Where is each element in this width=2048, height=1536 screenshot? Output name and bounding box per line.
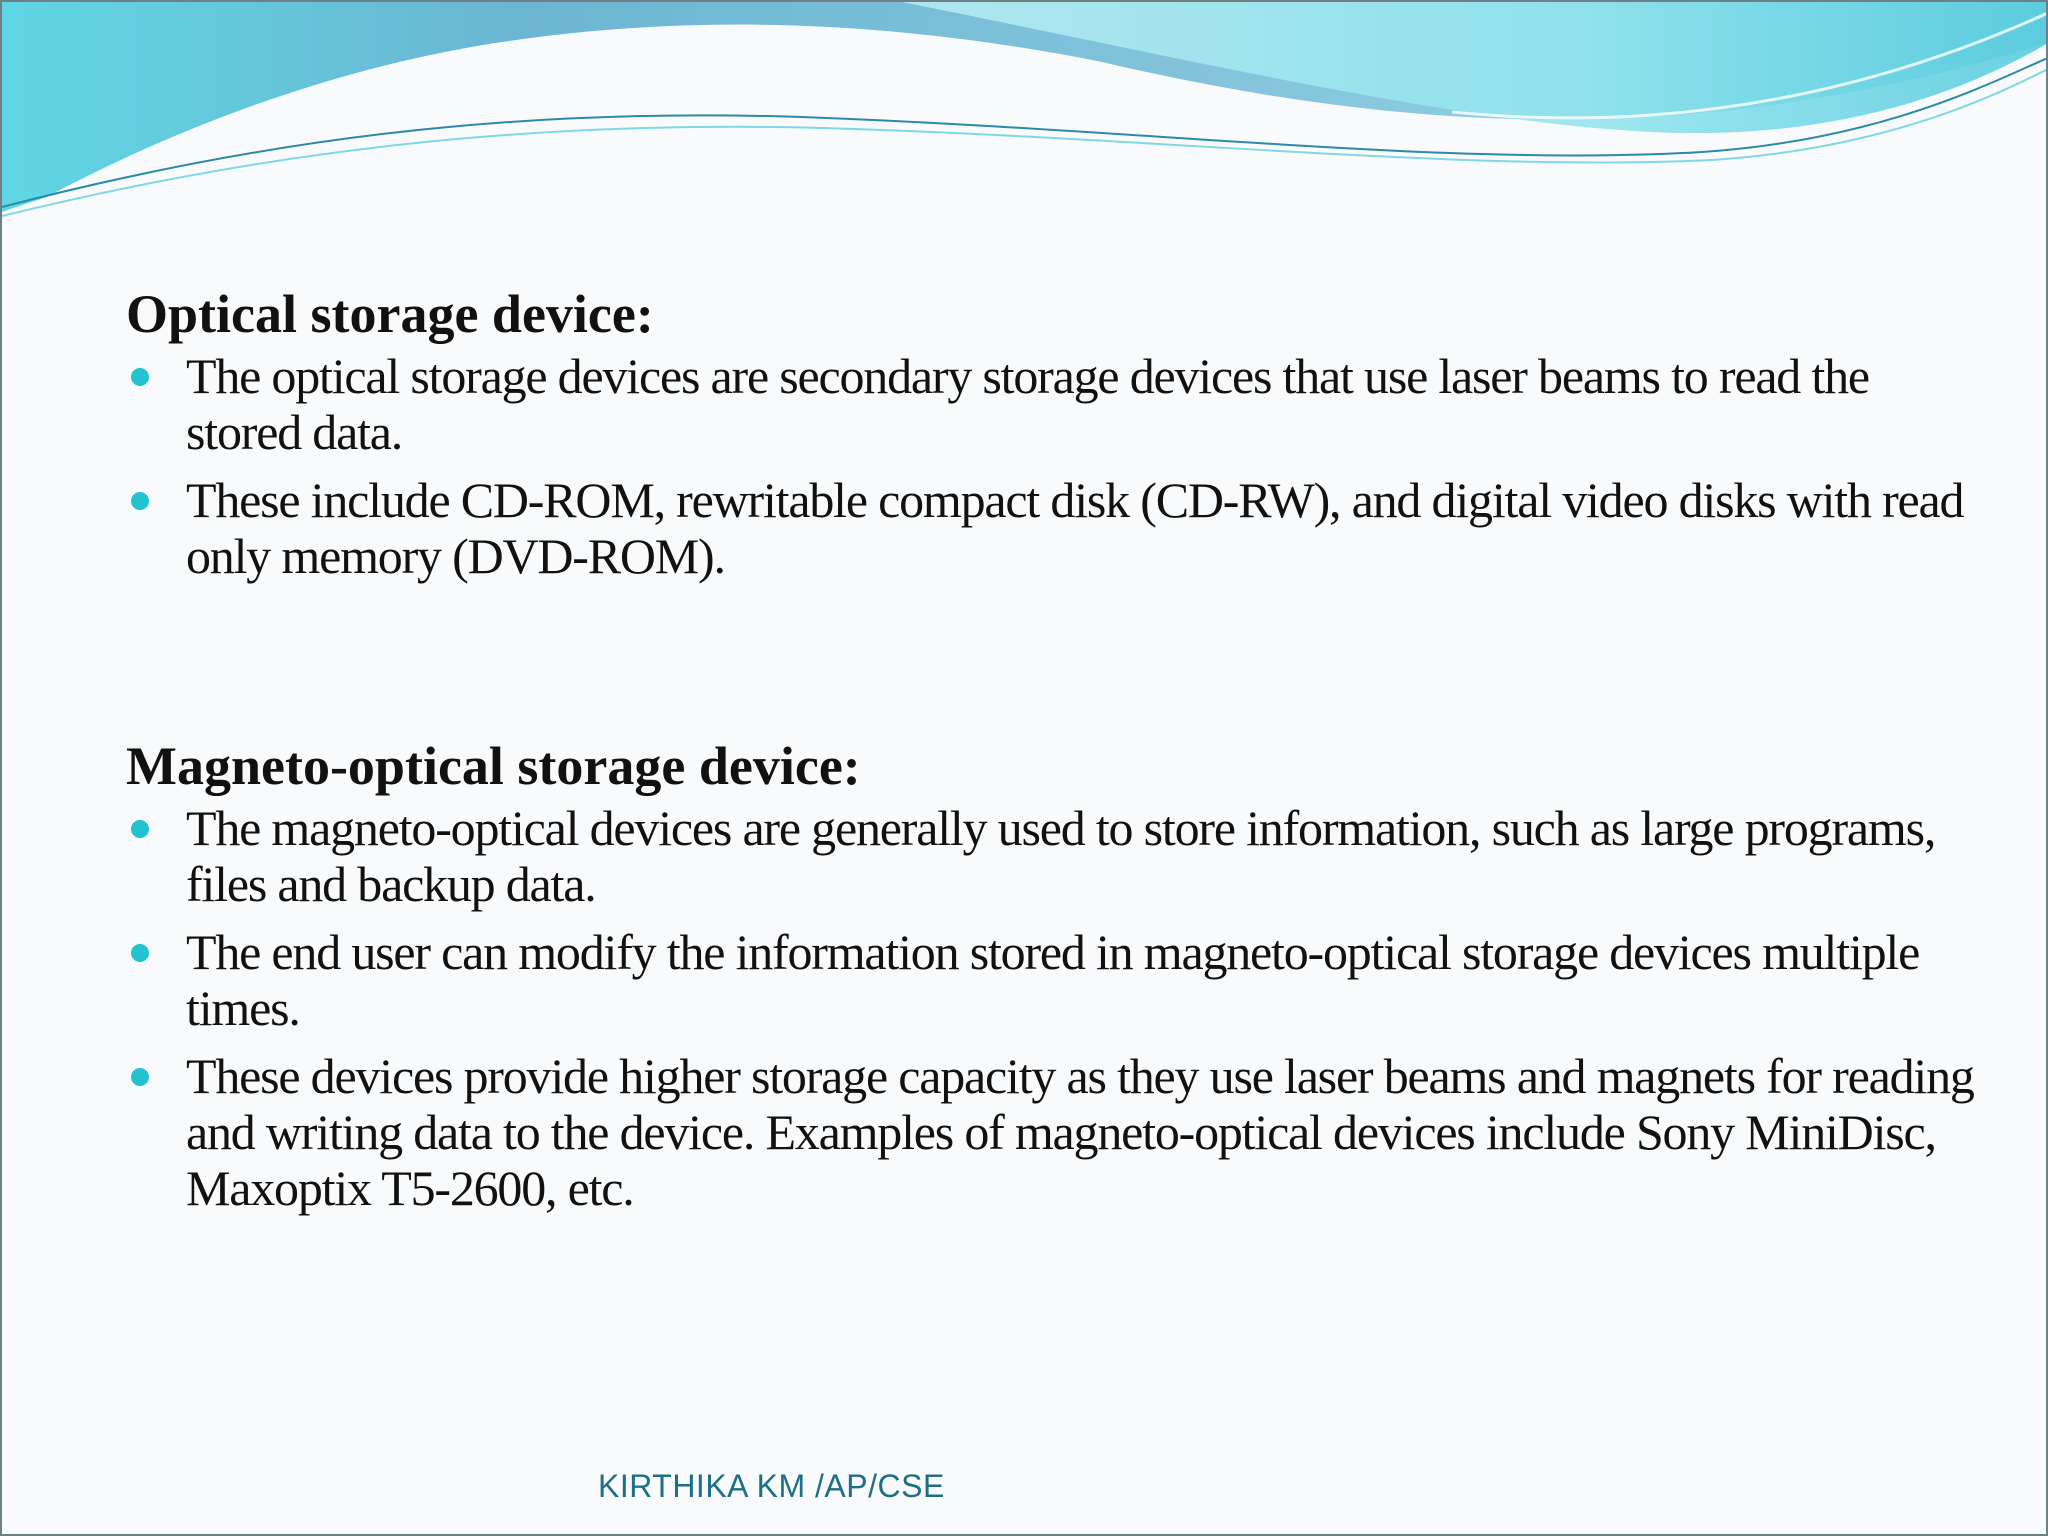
bullet-text: These include CD-ROM, rewritable compact disk (CD-RW), and digital video disks with read only memory (DVD-ROM).	[186, 472, 1964, 584]
list-item	[126, 472, 1986, 584]
bullet-list-magneto-optical	[126, 800, 1986, 1216]
bullet-text: The magneto-optical devices are generally used to store information, such as large programs, files and backup data.	[186, 800, 1936, 912]
bullet-dot-icon	[131, 492, 149, 510]
bullet-text: The end user can modify the information stored in magneto-optical storage devices multiple times.	[186, 924, 1920, 1036]
list-item	[126, 1048, 1986, 1216]
bullet-dot-icon	[131, 944, 149, 962]
bullet-text: These devices provide higher storage capacity as they use laser beams and magnets for reading and writing data to the device. Examples of magneto-optical devices include Sony MiniDisc, Maxoptix T5-2600, etc.	[186, 1048, 1974, 1216]
footer-author: KIRTHIKA KM /AP/CSE	[598, 1468, 945, 1504]
list-item	[126, 800, 1986, 912]
list-item	[126, 924, 1986, 1036]
section-heading-magneto-optical: Magneto-optical storage device:	[126, 736, 861, 796]
list-item	[126, 348, 1986, 460]
bullet-dot-icon	[131, 820, 149, 838]
bullet-dot-icon	[131, 368, 149, 386]
section-heading-optical: Optical storage device:	[126, 284, 654, 344]
bullet-text: The optical storage devices are secondary storage devices that use laser beams to read the stored data.	[186, 348, 1869, 460]
slide-content	[126, 284, 1986, 1228]
bullet-list-optical	[126, 348, 1986, 584]
header-wave-decoration	[2, 2, 2048, 242]
bullet-dot-icon	[131, 1068, 149, 1086]
